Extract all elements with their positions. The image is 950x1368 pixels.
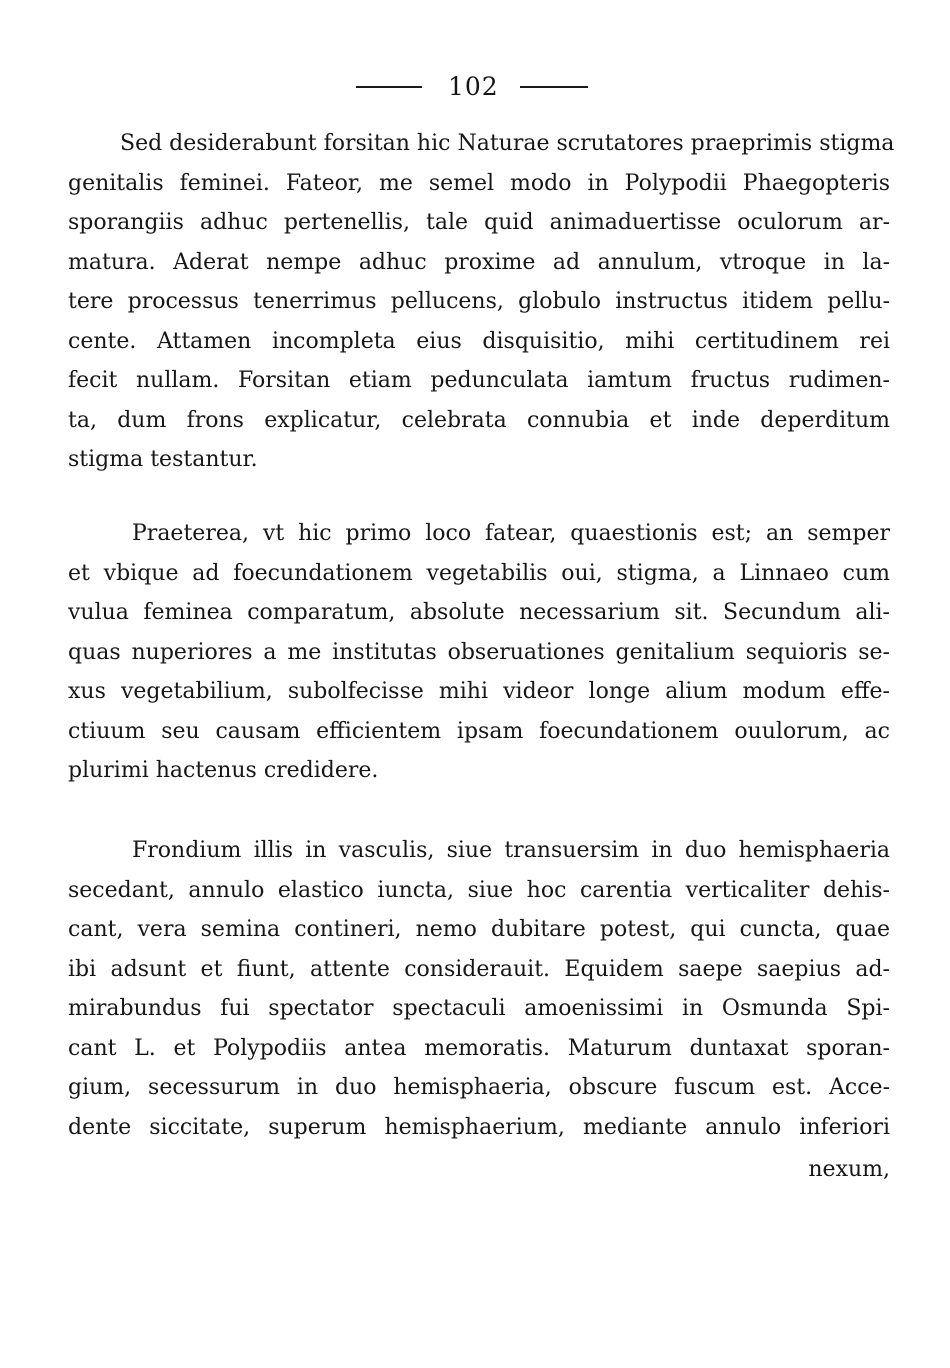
text-line: cant, vera semina contineri, nemo dubitare potest, qui cuncta, quae [68, 917, 890, 942]
page-header [0, 72, 950, 102]
page-number: 102 [448, 72, 499, 101]
paragraph-3 [68, 831, 890, 1147]
text-line: vulua feminea comparatum, absolute necessarium sit. Secundum ali- [68, 600, 890, 625]
text-line: ta, dum frons explicatur, celebrata connubia et inde deperditum [68, 407, 890, 433]
text-line: tere processus tenerrimus pellucens, globulo instructus itidem pellu- [68, 289, 890, 314]
header-rule-left [356, 86, 422, 88]
catchword: nexum, [808, 1157, 890, 1182]
text-line: Sed desiderabunt forsitan hic Naturae scrutatores praeprimis stigma [120, 131, 895, 156]
text-line: plurimi hactenus credidere. [68, 758, 379, 783]
text-line: dente siccitate, superum hemisphaerium, mediante annulo inferiori [68, 1114, 890, 1140]
paragraph-2 [68, 514, 890, 791]
text-line: et vbique ad foecundationem vegetabilis oui, stigma, a Linnaeo cum [68, 560, 890, 586]
text-line: xus vegetabilium, subolfecisse mihi videor longe alium modum effe- [68, 679, 890, 704]
text-line: cente. Attamen incompleta eius disquisitio, mihi certitudinem rei [68, 328, 890, 354]
text-line: ctiuum seu causam efficientem ipsam foecundationem ouulorum, ac [68, 718, 890, 744]
text-line: fecit nullam. Forsitan etiam pedunculata iamtum fructus rudimen- [68, 368, 890, 393]
text-line: quas nuperiores a me institutas obseruationes genitalium sequioris se- [68, 639, 890, 665]
text-line: Frondium illis in vasculis, siue transuersim in duo hemisphaeria [132, 838, 890, 863]
text-line: mirabundus fui spectator spectaculi amoenissimi in Osmunda Spi- [68, 996, 890, 1021]
text-line: genitalis feminei. Fateor, me semel modo in Polypodii Phaegopteris [68, 170, 890, 196]
text-line: ibi adsunt et fiunt, attente considerauit. Equidem saepe saepius ad- [68, 956, 890, 982]
text-line: stigma testantur. [68, 447, 258, 472]
text-line: cant L. et Polypodiis antea memoratis. Maturum duntaxat sporan- [68, 1035, 890, 1061]
text-line: gium, secessurum in duo hemisphaeria, obscure fuscum est. Acce- [68, 1075, 890, 1100]
text-line: sporangiis adhuc pertenellis, tale quid animaduertisse oculorum ar- [68, 210, 890, 235]
text-line: secedant, annulo elastico iuncta, siue hoc carentia verticaliter dehis- [68, 877, 890, 903]
paragraph-1 [68, 124, 895, 480]
header-rule-right [520, 86, 588, 88]
text-line: Praeterea, vt hic primo loco fatear, quaestionis est; an semper [132, 521, 890, 546]
text-line: matura. Aderat nempe adhuc proxime ad annulum, vtroque in la- [68, 249, 890, 275]
